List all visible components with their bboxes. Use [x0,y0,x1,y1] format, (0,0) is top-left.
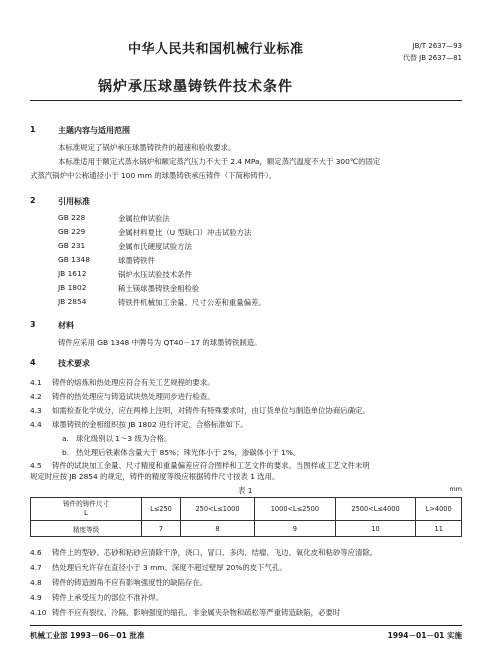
ref-code: GB 228 [58,213,86,222]
sub-clause-label: a. [62,434,69,443]
footer-rule [30,625,462,626]
table-row [31,498,462,521]
implementation-date: 1994－01－01 实施 [387,631,462,640]
clause-number: 4.3 [30,406,42,415]
table-cell: 250<L≤1000 [180,498,254,521]
ref-name: 金属材料夏比（U 型缺口）冲击试验方法 [118,228,252,237]
ref-name: 球墨铸铁件 [118,256,155,265]
table-cell: 1000<L≤2500 [255,498,336,521]
clause-text: 铸件的试块加工余量、尺寸精度和重量偏差应符合图样和工艺文件的要求。当图样或工艺文件未明 [52,461,370,470]
clause-text: 铸件的熔炼和热处理应符合有关工艺规程的要求。 [52,378,215,387]
section-1-number: 1 [30,125,36,134]
standard-code: JB/T 2637—93 [412,42,462,50]
clause-number: 4.6 [30,548,42,557]
ref-code: GB 229 [58,227,86,236]
table-cell: L≤250 [142,498,181,521]
size-header-label: 铸件的铸件尺寸 [62,500,110,508]
ref-code: GB 231 [58,241,86,250]
section-2-title: 引用标准 [58,197,90,206]
clause-text: 铸件上承受压力的部位不准补焊。 [52,593,163,602]
table-cell: L>4000 [416,498,462,521]
section-1-title: 主题内容与适用范围 [58,126,130,135]
section-4-title: 技术要求 [58,359,90,368]
table-cell: 7 [142,521,181,537]
ref-name: 金属布氏硬度试验方法 [118,242,192,251]
clause-text: 铸件的热处理应与铸造试块热处理同步进行检查。 [52,392,215,401]
ref-name: 稀土镁球墨铸铁金相检验 [118,284,200,293]
clause-number: 4.2 [30,392,42,401]
table-unit: mm [449,485,462,493]
sub-clause-label: b. [62,448,70,457]
clause-number: 4.4 [30,420,42,429]
clause-number: 4.8 [30,578,42,587]
ref-code: JB 1802 [58,283,87,292]
table-cell: 10 [335,521,416,537]
approval-date: 机械工业部 1993－06－01 批准 [30,631,145,640]
size-header-symbol: L [84,509,88,517]
clause-text: 球墨铸铁的金相组织按 JB 1802 进行评定，合格标准如下。 [52,420,248,429]
sub-clause-text: 热处理后铁素体含量大于 85%；珠光体小于 2%，渗碳体小于 1%。 [76,448,301,457]
section-1-para-1: 本标准规定了锅炉承压球墨铸铁件的超速和验收要求。 [58,143,236,152]
ref-code: JB 2854 [58,297,87,306]
ref-name: 铸铁件机械加工余量、尺寸公差和重量偏差。 [118,298,266,307]
clause-text: 热处理后允许存在直径小于 3 mm、深度不超过壁厚 20%的皮下气孔。 [52,563,287,572]
clause-text: 铸件不应有裂纹、冷隔、影响强度的缩孔、非金属夹杂物和疏松等严重铸造缺陷，必要时 [52,608,341,617]
section-3-para: 铸件应采用 GB 1348 中牌号为 QT40－17 的球墨铸铁制造。 [58,338,262,347]
clause-text: 铸件上的型砂、芯砂和粘砂应清除干净，浇口、冒口、多肉、结瘤、飞边、氧化皮和粘砂等应清除。 [52,548,378,557]
title-rule [30,100,462,101]
sub-clause-text: 球化级别以 1～3 级为合格。 [76,434,172,443]
section-1-para-2b: 式蒸汽锅炉中公称通径小于 100 mm 的球墨铸铁承压铸件（下简称铸件）。 [30,171,277,180]
clause-number: 4.1 [30,378,42,387]
table-row [31,521,462,537]
document-title: 锅炉承压球墨铸铁件技术条件 [98,79,293,95]
table-header-cell [31,498,142,521]
table-cell: 8 [180,521,254,537]
clause-number: 4.5 [30,461,42,470]
table-cell: 11 [416,521,462,537]
clause-text: 如需检查化学成分，应在两棒上注明，对铸件有特殊要求时，由订货单位与制造单位协商后确定。 [52,406,370,415]
ref-name: 金属拉伸试验法 [118,214,170,223]
replaces-code: 代替 JB 2637—81 [402,54,462,62]
clause-text: 铸件的铸造圆角不应有影响强度性的缺陷存在。 [52,578,208,587]
ref-code: JB 1612 [58,269,87,278]
clause-number: 4.10 [30,608,47,617]
precision-grade-table [30,497,462,537]
table-cell: 9 [255,521,336,537]
section-2-number: 2 [30,196,36,205]
clause-text-cont: 规定时应按 JB 2854 的规定，铸件的精度等级应根据铸件尺寸按表 1 选用。 [30,472,280,481]
table-cell: 2500<L≤4000 [335,498,416,521]
section-3-number: 3 [30,320,36,329]
section-4-number: 4 [30,358,36,367]
ref-name: 锅炉水压试验技术条件 [118,270,192,279]
section-3-title: 材料 [58,321,74,330]
table-header-cell: 精度等级 [31,521,142,537]
ref-code: GB 1348 [58,255,90,264]
section-1-para-2a: 本标准适用于额定式蒸水锅炉和额定蒸汽压力不大于 2.4 MPa，额定蒸汽温度不大于 300℃的固定 [58,157,381,166]
standard-org-heading: 中华人民共和国机械行业标准 [128,42,304,57]
clause-number: 4.9 [30,593,42,602]
clause-number: 4.7 [30,563,42,572]
table-caption: 表 1 [238,486,253,495]
